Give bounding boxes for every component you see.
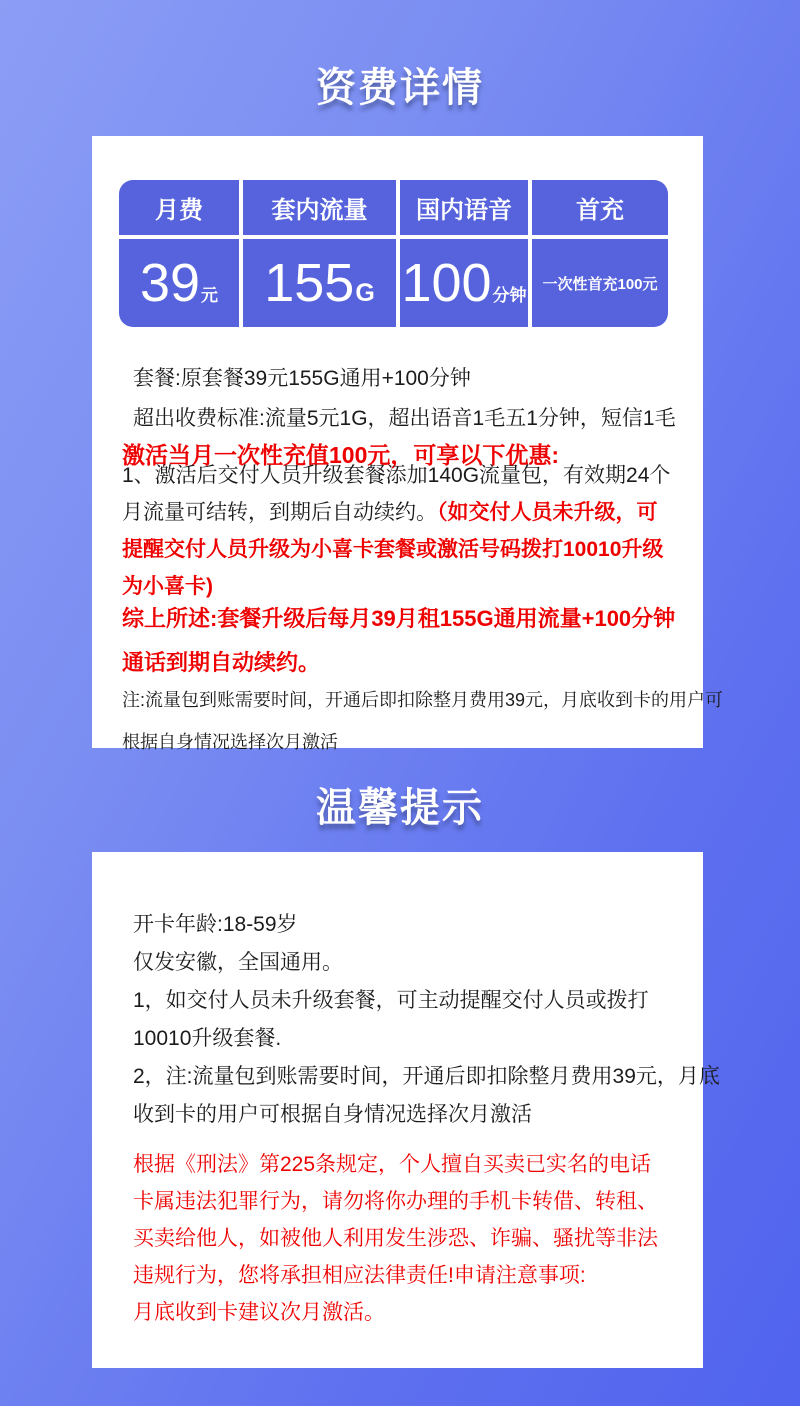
activation-offer-heading: 激活当月一次性充值100元，可享以下优惠: xyxy=(122,442,560,468)
monthly-fee-number: 39 xyxy=(139,253,201,313)
header-domestic-voice: 国内语音 xyxy=(400,180,528,235)
legal-warning-line: 卡属违法犯罪行为，请勿将你办理的手机卡转借、转租、 xyxy=(133,1190,658,1213)
tips-line: 收到卡的用户可根据自身情况选择次月激活 xyxy=(133,1103,532,1126)
legal-warning-line: 违规行为，您将承担相应法律责任!申请注意事项: xyxy=(133,1264,586,1287)
value-monthly-fee xyxy=(119,239,239,327)
tips-line: 1，如交付人员未升级套餐，可主动提醒交付人员或拨打 xyxy=(133,989,649,1012)
voice-unit: 分钟 xyxy=(492,286,527,305)
plan-table xyxy=(119,180,668,327)
legal-warning-line: 月底收到卡建议次月激活。 xyxy=(133,1301,385,1324)
voice-number: 100 xyxy=(401,253,492,313)
tips-line: 10010升级套餐. xyxy=(133,1027,282,1050)
monthly-fee-unit: 元 xyxy=(201,286,219,305)
tips-card xyxy=(92,852,720,1368)
tariff-card xyxy=(92,136,724,752)
tariff-section-title: 资费详情 xyxy=(316,66,484,110)
legal-warning-block xyxy=(133,1146,678,1331)
tips-line: 开卡年龄:18-59岁 xyxy=(133,913,298,936)
plan-description-line: 套餐:原套餐39元155G通用+100分钟 xyxy=(133,367,471,390)
activation-note xyxy=(122,679,724,763)
first-charge-text: 一次性首充100元 xyxy=(542,275,658,293)
header-included-data: 套内流量 xyxy=(243,180,396,235)
value-included-data xyxy=(243,239,396,327)
activation-note-line: 根据自身情况选择次月激活 xyxy=(122,732,338,752)
tips-section-title: 温馨提示 xyxy=(316,786,484,830)
data-number: 155 xyxy=(264,253,355,313)
offer-detail-red-text: （如交付人员未升级，可提醒交付人员升级为小喜卡套餐或激活号码拨打10010升级为小喜卡) xyxy=(122,501,664,598)
data-unit: G xyxy=(355,279,375,307)
value-domestic-voice xyxy=(400,239,528,327)
plan-summary-paragraph: 综上所述:套餐升级后每月39月租155G通用流量+100分钟通话到期自动续约。 xyxy=(122,606,676,675)
header-monthly-fee: 月费 xyxy=(119,180,239,235)
overage-pricing-line: 超出收费标准:流量5元1G，超出语音1毛五1分钟，短信1毛 xyxy=(133,407,676,430)
tips-text-block xyxy=(133,906,720,1134)
tips-line: 2，注:流量包到账需要时间，开通后即扣除整月费用39元，月底 xyxy=(133,1065,720,1088)
value-first-charge xyxy=(532,239,668,327)
legal-warning-line: 买卖给他人，如被他人利用发生涉恐、诈骗、骚扰等非法 xyxy=(133,1227,658,1250)
header-first-charge: 首充 xyxy=(532,180,668,235)
offer-detail-paragraph xyxy=(122,457,675,605)
activation-note-line: 注:流量包到账需要时间，开通后即扣除整月费用39元，月底收到卡的用户可 xyxy=(122,690,724,710)
tips-line: 仅发安徽，全国通用。 xyxy=(133,951,343,974)
legal-warning-line: 根据《刑法》第225条规定，个人擅自买卖已实名的电话 xyxy=(133,1153,652,1176)
offer-detail-black-text: 1、激活后交付人员升级套餐添加140G流量包，有效期24个月流量可结转，到期后自动续约。 xyxy=(122,464,671,524)
